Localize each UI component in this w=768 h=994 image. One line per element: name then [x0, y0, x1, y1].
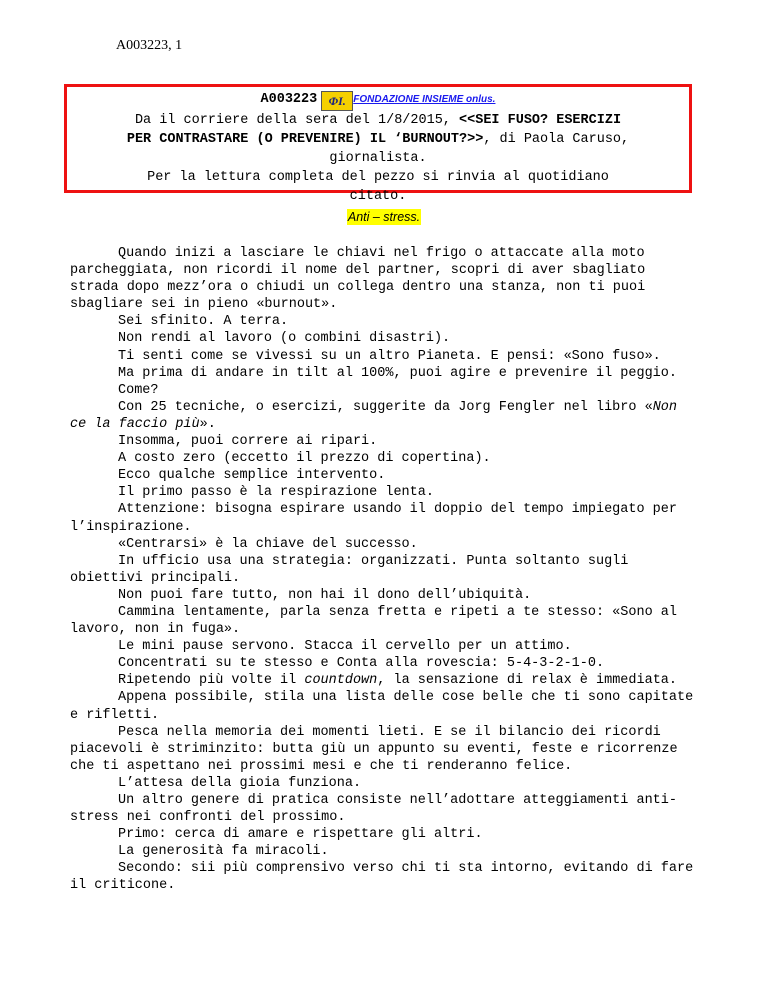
paragraph-text: Un altro genere di pratica consiste nell’adottare atteggiamenti anti-stress nei confronti del prossimo. [70, 793, 677, 826]
paragraph-text: In ufficio usa una strategia: organizzati. Punta soltanto sugli obiettivi principali. [70, 553, 629, 586]
paragraph-text: Concentrati su te stesso e Conta alla rovescia: 5-4-3-2-1-0. [118, 656, 605, 672]
box-note-line: Per la lettura completa del pezzo si rinvia al quotidiano [147, 170, 609, 185]
paragraph-text: Con 25 tecniche, o esercizi, suggerite da Jorg Fengler nel libro « [118, 399, 653, 415]
body-paragraph [70, 348, 696, 365]
body-paragraph [70, 313, 696, 330]
body-paragraph [70, 330, 696, 347]
body-paragraph [70, 792, 696, 826]
paragraph-text: Non puoi fare tutto, non hai il dono dell’ubiquità. [118, 587, 532, 603]
page-reference: A003223, 1 [116, 38, 183, 53]
paragraph-text: Pesca nella memoria dei momenti lieti. E se il bilancio dei ricordi piacevoli è striminzito: butta giù un appunto su eventi, feste e ricorrenze che ti aspettano nei prossimi mesi e che ti renderanno felice. [70, 724, 678, 774]
article-body [70, 245, 696, 895]
body-paragraph [70, 638, 696, 655]
body-paragraph [70, 604, 696, 638]
paragraph-text: L’attesa della gioia funziona. [118, 775, 362, 791]
box-source-line [67, 111, 689, 130]
foundation-link[interactable]: FONDAZIONE INSIEME onlus. [353, 94, 496, 105]
body-paragraph [70, 655, 696, 672]
body-paragraph [70, 553, 696, 587]
body-paragraph [70, 382, 696, 399]
paragraph-text: Attenzione: bisogna espirare usando il doppio del tempo impiegato per l’inspirazione. [70, 502, 677, 535]
paragraph-text: Sei sfinito. A terra. [118, 314, 289, 330]
body-paragraph [70, 587, 696, 604]
body-paragraph [70, 536, 696, 553]
foundation-logo-icon: ΦI. [321, 91, 353, 111]
body-paragraph [70, 399, 696, 433]
italic-text: countdown [304, 673, 378, 689]
body-paragraph [70, 826, 696, 843]
paragraph-text: Ecco qualche semplice intervento. [118, 468, 386, 484]
paragraph-text: Primo: cerca di amare e rispettare gli altri. [118, 827, 483, 843]
paragraph-text: Il primo passo è la respirazione lenta. [118, 485, 434, 501]
article-title-part2: PER CONTRASTARE (O PREVENIRE) IL ‘BURNOUT?>> [126, 132, 484, 147]
paragraph-text: ». [199, 416, 216, 432]
body-paragraph [70, 860, 696, 894]
paragraph-text: Ti senti come se vivessi su un altro Pianeta. E pensi: «Sono fuso». [118, 348, 661, 364]
paragraph-text: Insomma, puoi correre ai ripari. [118, 434, 378, 450]
paragraph-text: Ripetendo più volte il [118, 673, 305, 689]
body-paragraph [70, 843, 696, 860]
paragraph-text: Quando inizi a lasciare le chiavi nel frigo o attaccate alla moto parcheggiata, non ricordi il nome del partner, scopri di aver sbagliato strada dopo mezz’ora o chiudi un collega dentro una stanza, non ti puoi sbagliare sei in pieno «burnout». [70, 246, 646, 313]
article-title-part1: <<SEI FUSO? ESERCIZI [459, 113, 622, 128]
italic-text: Non ce la faccio più [70, 399, 677, 432]
author-text: , di Paola Caruso, [483, 132, 630, 147]
body-paragraph [70, 775, 696, 792]
box-title-line [67, 90, 689, 111]
paragraph-text: Secondo: sii più comprensivo verso chi ti sta intorno, evitando di fare il criticone. [70, 861, 694, 894]
body-paragraph [70, 501, 696, 535]
paragraph-text: A costo zero (eccetto il prezzo di copertina). [118, 451, 491, 467]
article-info-box [64, 84, 692, 204]
paragraph-text: , la sensazione di relax è immediata. [377, 673, 678, 689]
paragraph-text: «Centrarsi» è la chiave del successo. [118, 536, 418, 552]
body-paragraph [70, 672, 696, 689]
body-paragraph [70, 365, 696, 382]
paragraph-text: Cammina lentamente, parla senza fretta e ripeti a te stesso: «Sono al lavoro, non in fuga». [70, 604, 677, 638]
source-text: Da il corriere della sera del 1/8/2015, [134, 113, 460, 128]
paragraph-text: Non rendi al lavoro (o combini disastri). [118, 331, 451, 347]
paragraph-text: Ma prima di andare in tilt al 100%, puoi agire e prevenire il peggio. [118, 365, 677, 381]
box-note-line-2: citato. [349, 189, 407, 204]
body-paragraph [70, 467, 696, 484]
body-paragraph [70, 433, 696, 450]
body-paragraph [70, 450, 696, 467]
paragraph-text: Come? [118, 382, 159, 398]
body-paragraph [70, 724, 696, 775]
subtitle-text: Anti – stress. [347, 210, 421, 224]
document-code: A003223 [260, 92, 318, 107]
body-paragraph [70, 689, 696, 723]
box-author-role: giornalista. [329, 151, 427, 166]
body-paragraph [70, 484, 696, 501]
box-title-line-2 [67, 130, 689, 149]
section-subtitle [0, 208, 768, 226]
body-paragraph [70, 245, 696, 313]
paragraph-text: Appena possibile, stila una lista delle cose belle che ti sono capitate e rifletti. [70, 690, 694, 723]
paragraph-text: La generosità fa miracoli. [118, 844, 329, 860]
paragraph-text: Le mini pause servono. Stacca il cervello per un attimo. [118, 639, 572, 655]
